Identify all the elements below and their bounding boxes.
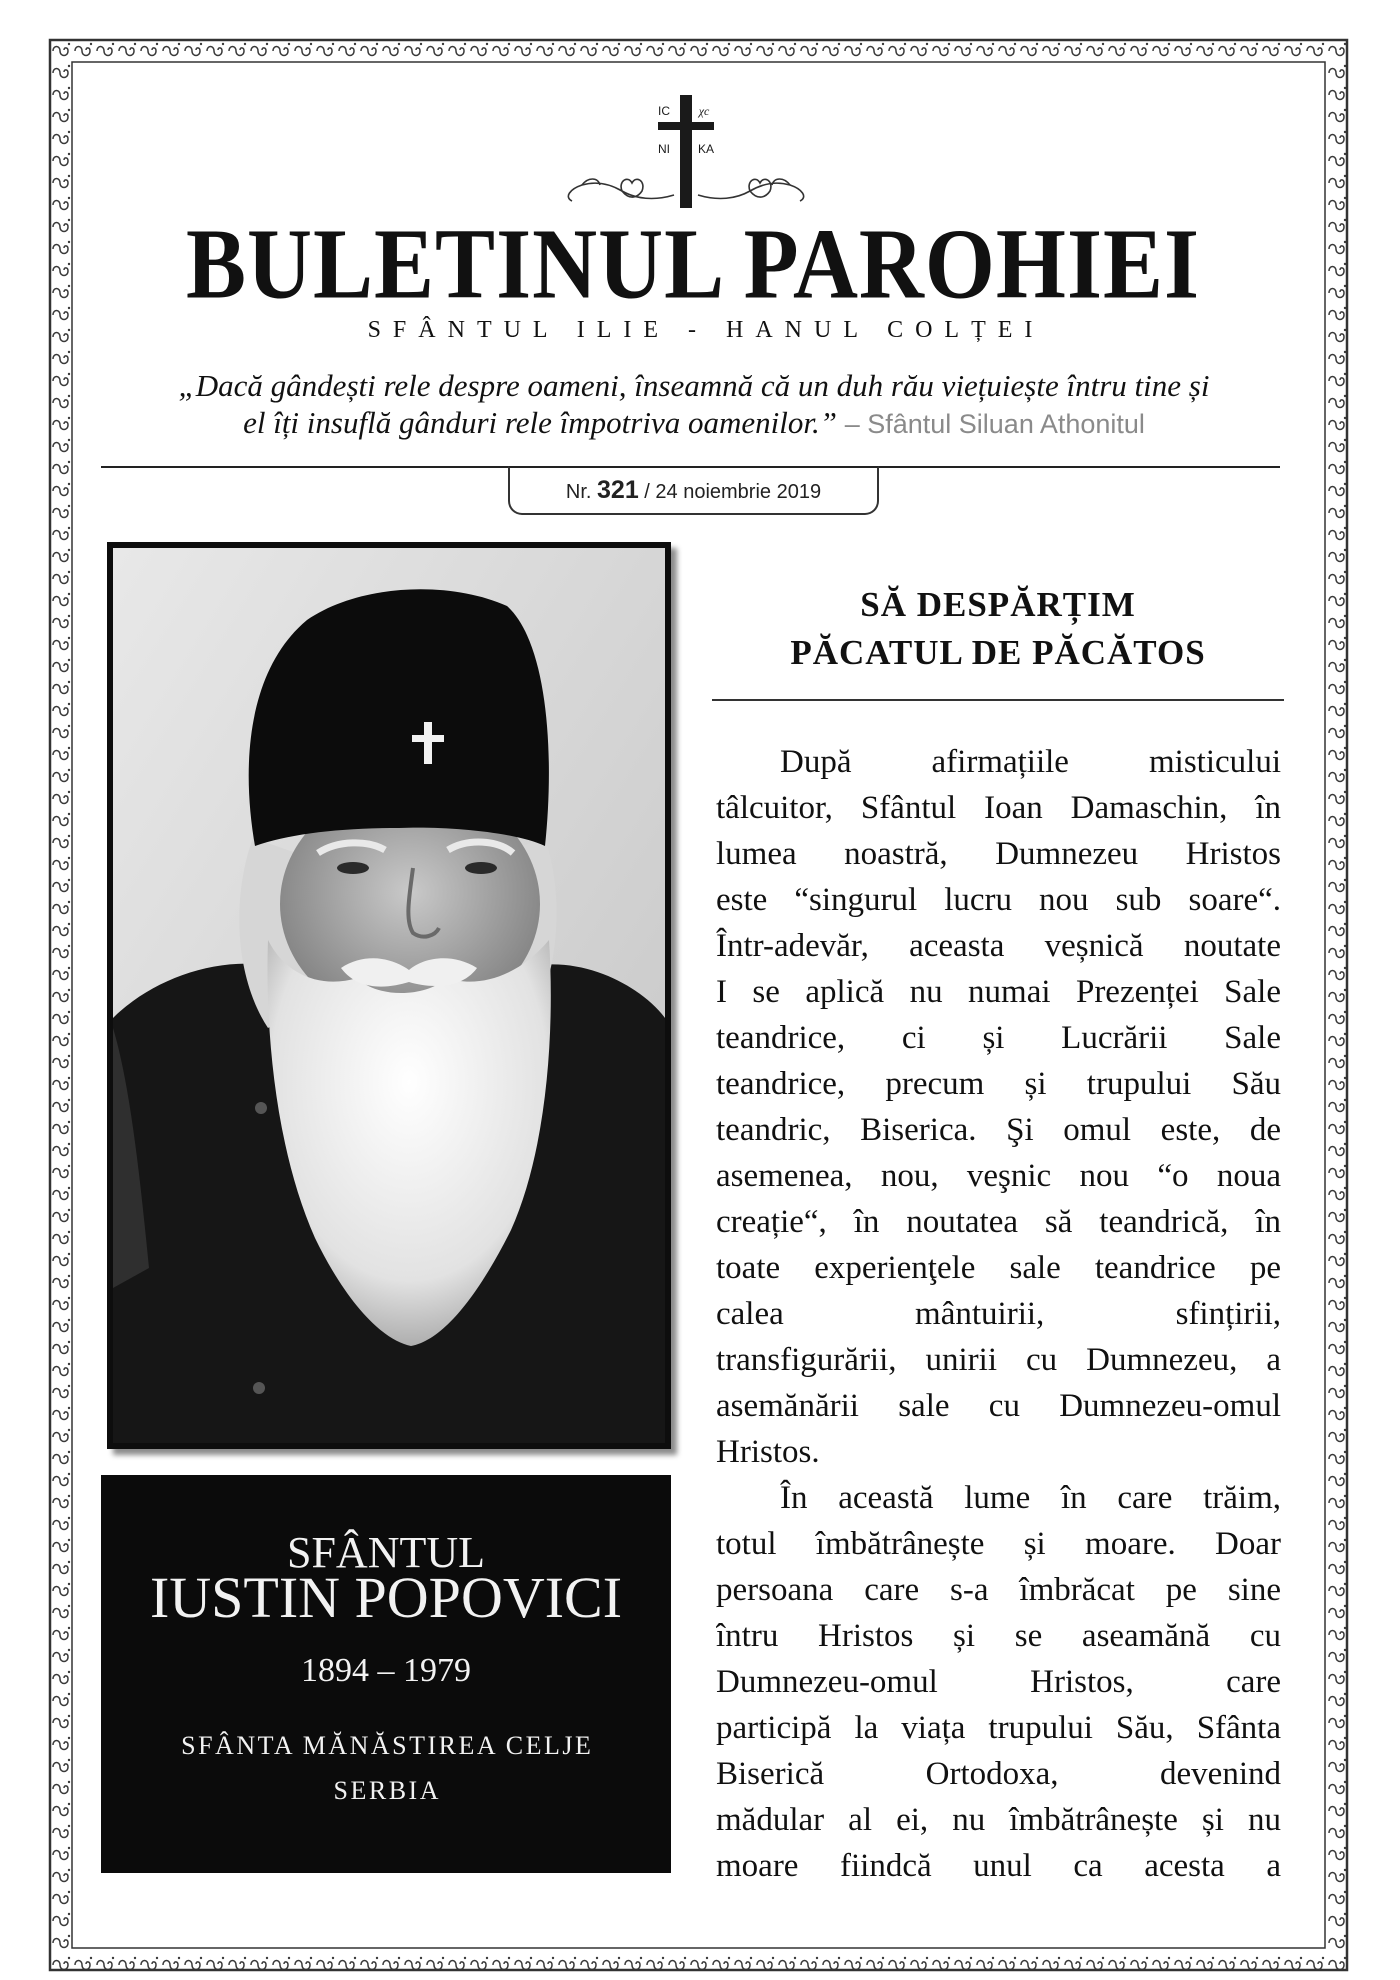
article-line: calea mântuirii, sfințirii, (716, 1296, 1281, 1332)
article-line: I se aplică nu numai Prezenței Sale (716, 974, 1281, 1010)
saint-title: SFÂNTUL (286, 1528, 486, 1577)
quote-text-1: „Dacă gândești rele despre oameni, înseamnă că un duh rău viețuiește întru tine și (178, 368, 1210, 403)
issue-number: 321 (597, 476, 639, 504)
photo-eye-right (465, 862, 497, 874)
quote-line-1 (0, 367, 1394, 405)
portrait-image (113, 548, 665, 1443)
article-line: teandric, Biserica. Şi omul este, de (716, 1112, 1281, 1148)
article-line: teandrice, precum și trupului Său (716, 1066, 1281, 1102)
quote-text-2: el îți insuflă gânduri rele împotriva oamenilor.” (243, 405, 837, 440)
article-line: mădular al ei, nu îmbătrânește și nu (716, 1802, 1281, 1838)
photo-hat-cross-horizontal (412, 735, 444, 742)
article-line: persoana care s-a îmbrăcat pe sine (716, 1572, 1281, 1608)
saint-name: IUSTIN POPOVICI (149, 1565, 623, 1630)
monogram-ka: KA (697, 142, 715, 156)
article-line: întru Hristos și se aseamănă cu (716, 1618, 1281, 1654)
photo-eye-left (337, 862, 369, 874)
article-line: transfigurării, unirii cu Dumnezeu, a (716, 1342, 1281, 1378)
quote-author: – Sfântul Siluan Athonitul (844, 409, 1145, 439)
right-flourish-icon (698, 179, 804, 201)
issue-badge (508, 466, 879, 515)
article-line: Dumnezeu-omul Hristos, care (716, 1664, 1281, 1700)
left-flourish-icon (568, 179, 674, 201)
article-line: tâlcuitor, Sfântul Ioan Damaschin, în (716, 790, 1281, 826)
article-line: Hristos. (716, 1434, 820, 1470)
issue-prefix: Nr. (565, 481, 592, 503)
monogram-ni: NI (658, 142, 670, 156)
monastery-name: SFÂNTA MĂNĂSTIREA CELJE (181, 1731, 594, 1760)
article-title-line-2: PĂCATUL DE PĂCĂTOS (790, 633, 1206, 672)
article-line: asemănării sale cu Dumnezeu-omul (716, 1388, 1281, 1424)
saint-caption-box (101, 1475, 671, 1873)
article-line: În această lume în care trăim, (780, 1480, 1281, 1516)
article-line: participă la viața trupului Său, Sfânta (716, 1710, 1281, 1746)
issue-date: / 24 noiembrie 2019 (644, 481, 822, 503)
orthodox-cross-icon (526, 85, 846, 215)
article-title-line-1: SĂ DESPĂRȚIM (860, 585, 1136, 624)
article-line: Într-adevăr, aceasta veșnică noutate (716, 928, 1281, 964)
article-line: toate experienţele sale teandrice pe (716, 1250, 1281, 1286)
parish-subtitle: SFÂNTUL ILIE - HANUL COLȚEI (367, 317, 1045, 343)
monogram-ic: IC (658, 104, 670, 118)
saint-portrait-photo (107, 542, 671, 1449)
article-line: totul îmbătrânește și moare. Doar (716, 1526, 1281, 1562)
article-line: moare fiindcă unul ca acesta a (716, 1848, 1281, 1884)
article-line: Biserică Ortodoxa, devenind (716, 1756, 1281, 1792)
article-title-divider (712, 699, 1284, 701)
article-line: asemenea, nou, veşnic nou “o noua (716, 1158, 1281, 1194)
article-line: lumea noastră, Dumnezeu Hristos (716, 836, 1281, 872)
article-line: este “singurul lucru nou sub soare“. (716, 882, 1281, 918)
photo-button-1 (255, 1102, 267, 1114)
newsletter-title: BULETINUL PAROHIEI (185, 209, 1201, 320)
article-line: creație“, în noutatea să teandrică, în (716, 1204, 1281, 1240)
article-body (716, 739, 1281, 1889)
article-line: teandrice, ci și Lucrării Sale (716, 1020, 1281, 1056)
country-name: SERBIA (333, 1776, 441, 1805)
monogram-xc: χc (698, 104, 710, 118)
photo-button-2 (253, 1382, 265, 1394)
article-line: După afirmațiile misticului (780, 744, 1281, 780)
photo-hat-cross-vertical (424, 722, 432, 764)
quote-line-2 (0, 404, 1394, 442)
saint-years: 1894 – 1979 (301, 1652, 471, 1689)
